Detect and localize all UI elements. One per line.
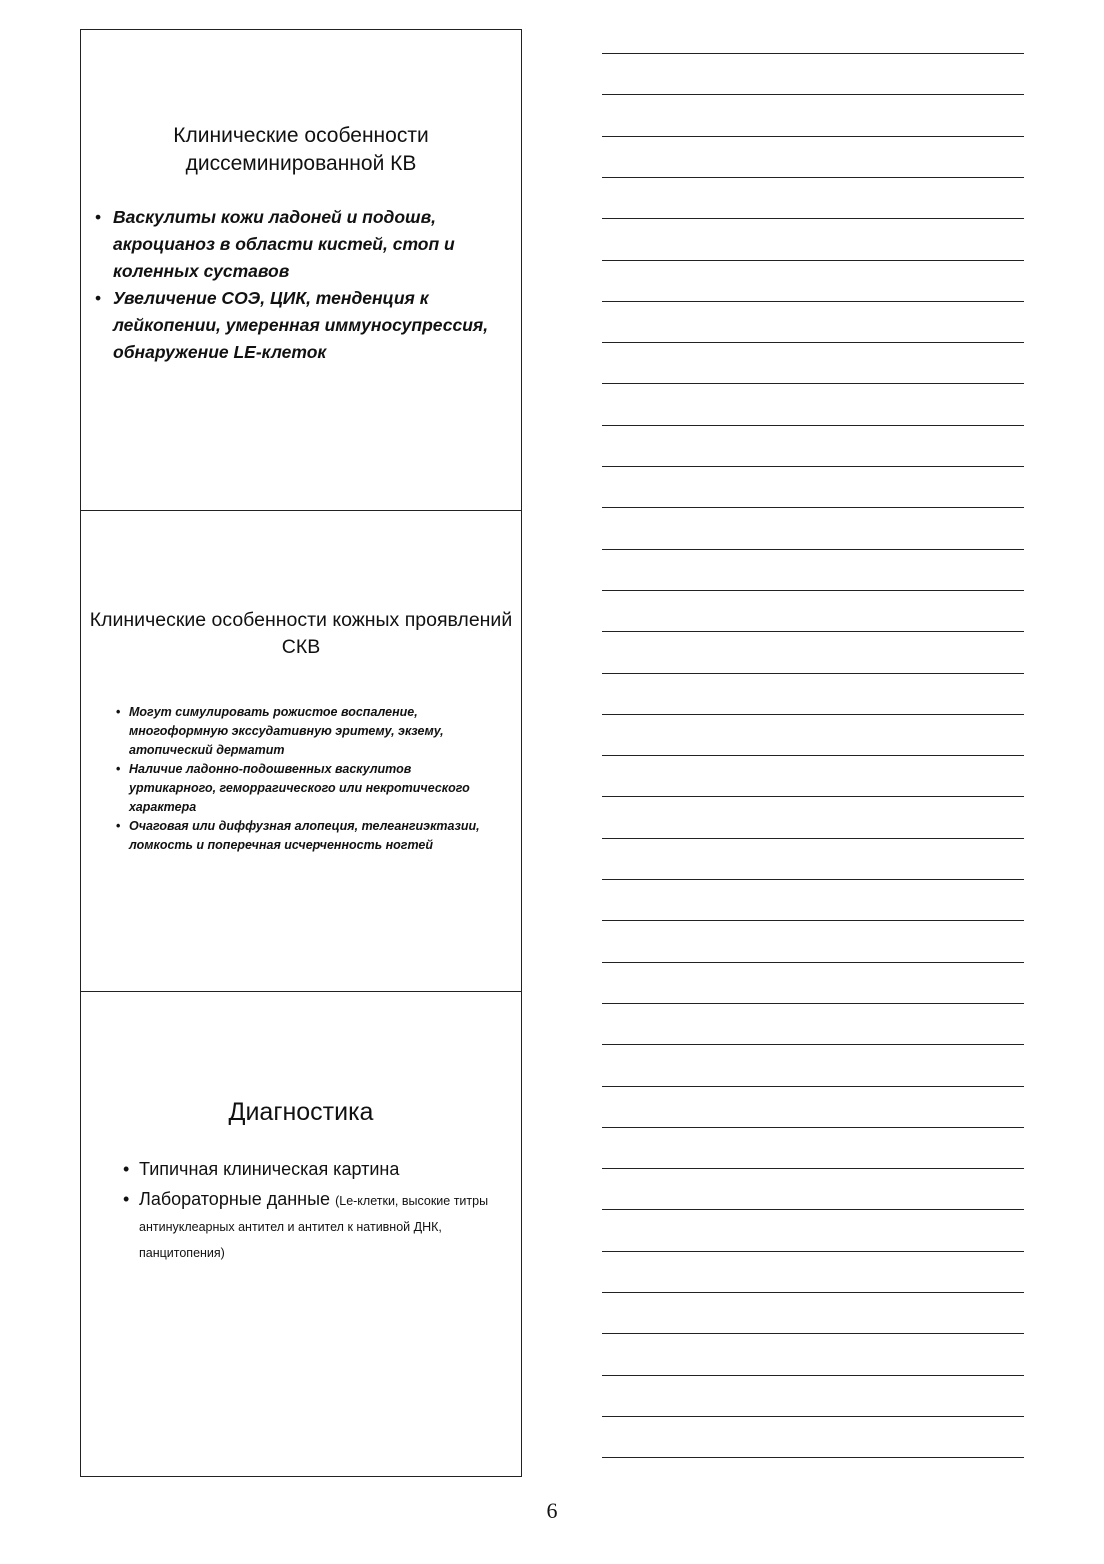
note-line: [602, 218, 1024, 219]
slides-column: [80, 29, 522, 1477]
note-line: [602, 879, 1024, 880]
note-line: [602, 631, 1024, 632]
note-line: [602, 260, 1024, 261]
bullet-text: Типичная клиническая картина: [139, 1159, 400, 1179]
note-line: [602, 714, 1024, 715]
bullet-icon: •: [123, 1159, 130, 1179]
note-line: [602, 507, 1024, 508]
page-number: 6: [546, 1498, 558, 1523]
slide-1-bullets: [95, 204, 505, 366]
bullet-icon: •: [95, 288, 102, 308]
slide-2: [81, 510, 521, 991]
note-line: [602, 1333, 1024, 1334]
slide-3-title: Диагностика: [228, 1098, 374, 1126]
note-line: [602, 1044, 1024, 1045]
list-item: [123, 1186, 499, 1264]
slide-3-bullets: [123, 1156, 499, 1264]
slide-1: [81, 30, 521, 510]
note-line: [602, 1086, 1024, 1087]
note-line: [602, 1457, 1024, 1458]
list-item: [95, 285, 505, 366]
note-line: [602, 425, 1024, 426]
note-line: [602, 1168, 1024, 1169]
note-line: [602, 1416, 1024, 1417]
bullet-note: (Le-клетки, высокие титры антинуклеарных антител и антител к нативной ДНК, панцитопения): [139, 1194, 489, 1260]
note-line: [602, 962, 1024, 963]
bullet-text: Могут симулировать рожистое воспаление, многоформную экссудативную эритему, экзему, атопический дерматит: [129, 705, 444, 757]
note-line: [602, 301, 1024, 302]
slide-2-bullets: [116, 703, 489, 855]
bullet-icon: •: [123, 1189, 130, 1209]
note-line: [602, 342, 1024, 343]
note-line: [602, 94, 1024, 95]
bullet-icon: •: [116, 762, 121, 776]
note-line: [602, 796, 1024, 797]
note-line: [602, 1003, 1024, 1004]
bullet-text: Лабораторные данные: [139, 1189, 336, 1209]
bullet-icon: •: [116, 819, 121, 833]
note-line: [602, 590, 1024, 591]
note-line: [602, 1292, 1024, 1293]
bullet-icon: •: [116, 705, 121, 719]
slide-2-title: Клинические особенности кожных проявлений СКВ: [89, 609, 513, 658]
note-line: [602, 1127, 1024, 1128]
note-line: [602, 673, 1024, 674]
bullet-text: Очаговая или диффузная алопеция, телеангиэктазии, ломкость и поперечная исчерченность ногтей: [129, 819, 480, 852]
list-item: [116, 817, 489, 855]
note-line: [602, 1375, 1024, 1376]
bullet-text: Васкулиты кожи ладоней и подошв, акроцианоз в области кистей, стоп и коленных суставов: [113, 207, 455, 281]
bullet-icon: •: [95, 207, 102, 227]
note-line: [602, 838, 1024, 839]
note-line: [602, 1209, 1024, 1210]
note-line: [602, 53, 1024, 54]
note-line: [602, 466, 1024, 467]
note-line: [602, 1251, 1024, 1252]
list-item: [116, 703, 489, 760]
note-line: [602, 920, 1024, 921]
list-item: [116, 760, 489, 817]
note-line: [602, 383, 1024, 384]
note-line: [602, 136, 1024, 137]
note-line: [602, 177, 1024, 178]
list-item: [123, 1156, 499, 1182]
list-item: [95, 204, 505, 285]
note-line: [602, 755, 1024, 756]
bullet-text: Увеличение СОЭ, ЦИК, тенденция к лейкопении, умеренная иммуносупрессия, обнаружение LE-клеток: [113, 288, 489, 362]
slide-3: [81, 991, 521, 1477]
note-line: [602, 549, 1024, 550]
bullet-text: Наличие ладонно-подошвенных васкулитов уртикарного, геморрагического или некротического характера: [129, 762, 470, 814]
slide-1-title: Клинические особенности диссеминированной КВ: [173, 124, 429, 175]
